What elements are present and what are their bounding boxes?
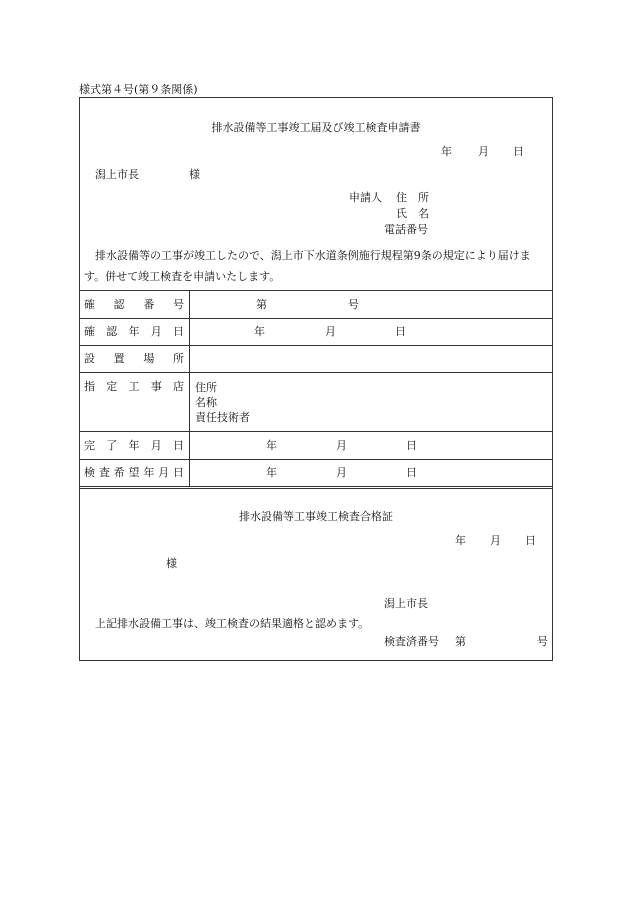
addressee-honorific: 様 — [189, 168, 200, 181]
form-frame — [79, 97, 553, 661]
application-date-day: 日 — [513, 145, 524, 158]
row-label-installation-location: 設 置 場 所 — [84, 352, 184, 365]
table-column-divider — [189, 290, 190, 487]
row-label-completion-date: 完 了 年 月 日 — [84, 439, 184, 452]
application-body-text: 排水設備等の工事が竣工したので、潟上市下水道条例施行規程第9条の規定により届けます。併せて竣工検査を申請いたします。 — [84, 249, 531, 283]
inspection-number-suffix: 号 — [537, 635, 548, 648]
certificate-date-month: 月 — [490, 534, 501, 547]
confirmation-date-month: 月 — [325, 325, 336, 338]
completion-date-month: 月 — [336, 439, 347, 452]
table-row-line — [79, 459, 553, 460]
desired-inspection-date-day: 日 — [406, 466, 417, 479]
application-date-month: 月 — [478, 145, 489, 158]
form-label: 様式第４号(第９条関係) — [79, 83, 198, 96]
applicant-address-label: 住 所 — [396, 191, 429, 204]
applicant-name-label: 氏 名 — [396, 207, 429, 220]
application-date-year: 年 — [441, 145, 452, 158]
certificate-date-day: 日 — [525, 534, 536, 547]
table-top-line — [79, 290, 553, 291]
row-label-desired-inspection-date: 検 査 希 望 年 月 日 — [84, 466, 184, 479]
row-label-confirmation-date: 確 認 年 月 日 — [84, 325, 184, 338]
table-row-line — [79, 431, 553, 432]
desired-inspection-date-month: 月 — [336, 466, 347, 479]
table-row-line — [79, 345, 553, 346]
certificate-honorific: 様 — [166, 557, 177, 570]
completion-date-day: 日 — [406, 439, 417, 452]
application-title: 排水設備等工事竣工届及び竣工検査申請書 — [211, 121, 421, 134]
table-row-line — [79, 372, 553, 373]
table-bottom-line — [79, 486, 553, 487]
row-label-confirmation-number: 確 認 番 号 — [84, 298, 184, 311]
confirmation-number-suffix: 号 — [348, 298, 359, 311]
confirmation-date-day: 日 — [395, 325, 406, 338]
addressee: 潟上市長 — [95, 168, 139, 181]
certificate-title: 排水設備等工事竣工検査合格証 — [239, 510, 393, 523]
inspection-number-label: 検査済番号 — [384, 635, 439, 648]
inspection-number-prefix: 第 — [455, 635, 466, 648]
confirmation-number-prefix: 第 — [256, 298, 267, 311]
certificate-date-year: 年 — [455, 534, 466, 547]
certificate-statement: 上記排水設備工事は、竣工検査の結果適格と認めます。 — [95, 617, 370, 630]
applicant-phone-label: 電話番号 — [384, 223, 428, 236]
certificate-issuer: 潟上市長 — [384, 597, 428, 610]
section-separator-line — [79, 488, 553, 489]
applicant-label: 申請人 — [349, 191, 382, 204]
contractor-address-label: 住所 — [195, 381, 217, 394]
contractor-engineer-label: 責任技術者 — [195, 411, 250, 424]
row-label-designated-contractor: 指 定 工 事 店 — [84, 380, 184, 393]
table-row-line — [79, 318, 553, 319]
completion-date-year: 年 — [266, 439, 277, 452]
confirmation-date-year: 年 — [254, 325, 265, 338]
contractor-name-label: 名称 — [195, 396, 217, 409]
desired-inspection-date-year: 年 — [266, 466, 277, 479]
